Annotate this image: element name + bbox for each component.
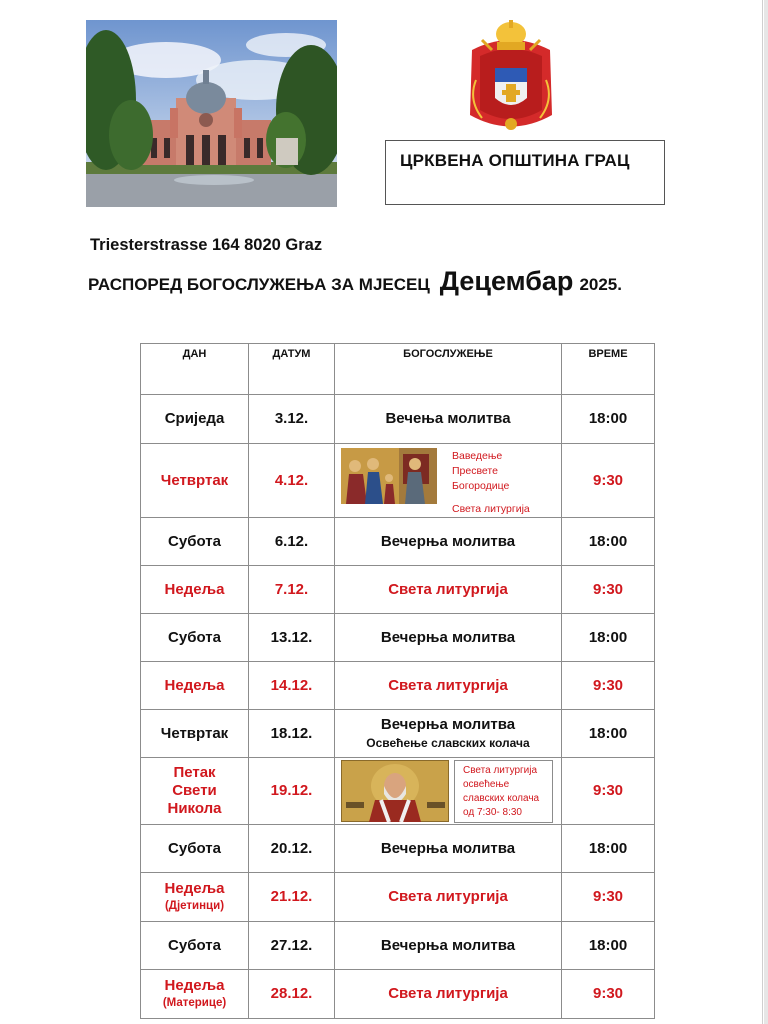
cell-time: 9:30 [562, 970, 655, 1019]
heading-year: 2025. [579, 275, 622, 294]
cell-day: Сриједа [141, 395, 249, 444]
column-header-time: ВРЕМЕ [562, 344, 655, 395]
cell-time: 18:00 [562, 710, 655, 758]
day-line-1: Петак [173, 764, 216, 781]
cell-date: 27.12. [249, 922, 335, 970]
day-line-3: Никола [167, 800, 222, 817]
cell-date: 18.12. [249, 710, 335, 758]
cell-service: Вечерња молитва [335, 614, 562, 662]
cell-time: 9:30 [562, 662, 655, 710]
cell-day: Четвртак [141, 710, 249, 758]
cell-service [335, 444, 562, 518]
cell-date: 14.12. [249, 662, 335, 710]
cell-date: 3.12. [249, 395, 335, 444]
feast-service: Света литургија [452, 502, 530, 515]
cell-date: 7.12. [249, 566, 335, 614]
cell-service: Света литургија [335, 970, 562, 1019]
cell-time: 9:30 [562, 444, 655, 518]
nicholas-note-box [454, 760, 553, 823]
cell-day: Субота [141, 825, 249, 873]
cell-time: 18:00 [562, 395, 655, 444]
heading-month: Децембар [439, 266, 574, 296]
cell-date: 28.12. [249, 970, 335, 1019]
page-edge [764, 0, 768, 1024]
table-header-row [141, 344, 655, 395]
cell-day: Недеља [141, 662, 249, 710]
day-sub: (Материце) [162, 997, 227, 1010]
cell-time: 18:00 [562, 825, 655, 873]
cell-time: 9:30 [562, 758, 655, 825]
cell-day: Субота [141, 518, 249, 566]
day-line-2: Свети [172, 782, 217, 799]
table-row [141, 444, 655, 518]
cell-date: 4.12. [249, 444, 335, 518]
schedule-table [140, 343, 655, 1019]
presentation-of-theotokos-icon [341, 448, 437, 504]
table-row [141, 662, 655, 710]
note-line-1: Света литургија [463, 765, 538, 776]
table-row [141, 710, 655, 758]
note-line-4: од 7:30- 8:30 [463, 807, 522, 818]
cell-day [141, 873, 249, 922]
cell-date: 6.12. [249, 518, 335, 566]
day-main: Недеља [164, 977, 225, 995]
page-edge-line [762, 0, 763, 1024]
cell-service: Света литургија [335, 873, 562, 922]
note-line-3: славских колача [463, 793, 540, 804]
note-line-2: освећење [463, 779, 510, 790]
table-row [141, 825, 655, 873]
cell-day: Субота [141, 922, 249, 970]
table-row [141, 566, 655, 614]
church-photo [86, 20, 337, 207]
table-row [141, 758, 655, 825]
saint-nicholas-icon [341, 760, 449, 822]
service-main: Вечерња молитва [380, 716, 516, 734]
cell-service: Вечерња молитва [335, 518, 562, 566]
table-row [141, 970, 655, 1019]
cell-day [141, 970, 249, 1019]
cell-service [335, 758, 562, 825]
patriarchate-crest-icon [462, 20, 560, 138]
cell-day [141, 758, 249, 825]
service-sub: Освећење славских колача [366, 736, 530, 751]
day-main: Недеља [164, 880, 225, 898]
address: Triesterstrasse 164 8020 Graz [90, 236, 323, 254]
cell-service: Вечења молитва [335, 395, 562, 444]
cell-day: Недеља [141, 566, 249, 614]
cell-date: 20.12. [249, 825, 335, 873]
cell-service: Света литургија [335, 566, 562, 614]
cell-day: Четвртак [141, 444, 249, 518]
table-row [141, 518, 655, 566]
column-header-day: ДАН [141, 344, 249, 395]
cell-service: Вечерња молитва [335, 825, 562, 873]
cell-time: 18:00 [562, 518, 655, 566]
cell-date: 19.12. [249, 758, 335, 825]
community-title-box [385, 140, 665, 205]
cell-time: 9:30 [562, 566, 655, 614]
column-header-service: БОГОСЛУЖЕЊЕ [335, 344, 562, 395]
cell-time: 9:30 [562, 873, 655, 922]
cell-date: 13.12. [249, 614, 335, 662]
table-row [141, 873, 655, 922]
cell-service: Света литургија [335, 662, 562, 710]
cell-service [335, 710, 562, 758]
table-row [141, 614, 655, 662]
feast-title: Ваведење Пресвете Богородице [452, 450, 510, 493]
cell-date: 21.12. [249, 873, 335, 922]
community-name: ЦРКВЕНА ОПШТИНА ГРАЦ [400, 151, 630, 170]
cell-service: Вечерња молитва [335, 922, 562, 970]
feast-note [452, 449, 542, 517]
heading-main: РАСПОРЕД БОГОСЛУЖЕЊА ЗА МЈЕСЕЦ [88, 275, 430, 294]
table-row [141, 395, 655, 444]
column-header-date: ДАТУМ [249, 344, 335, 395]
table-row [141, 922, 655, 970]
schedule-heading [88, 266, 622, 297]
day-sub: (Дјетинци) [164, 900, 225, 913]
cell-time: 18:00 [562, 922, 655, 970]
cell-time: 18:00 [562, 614, 655, 662]
cell-day: Субота [141, 614, 249, 662]
